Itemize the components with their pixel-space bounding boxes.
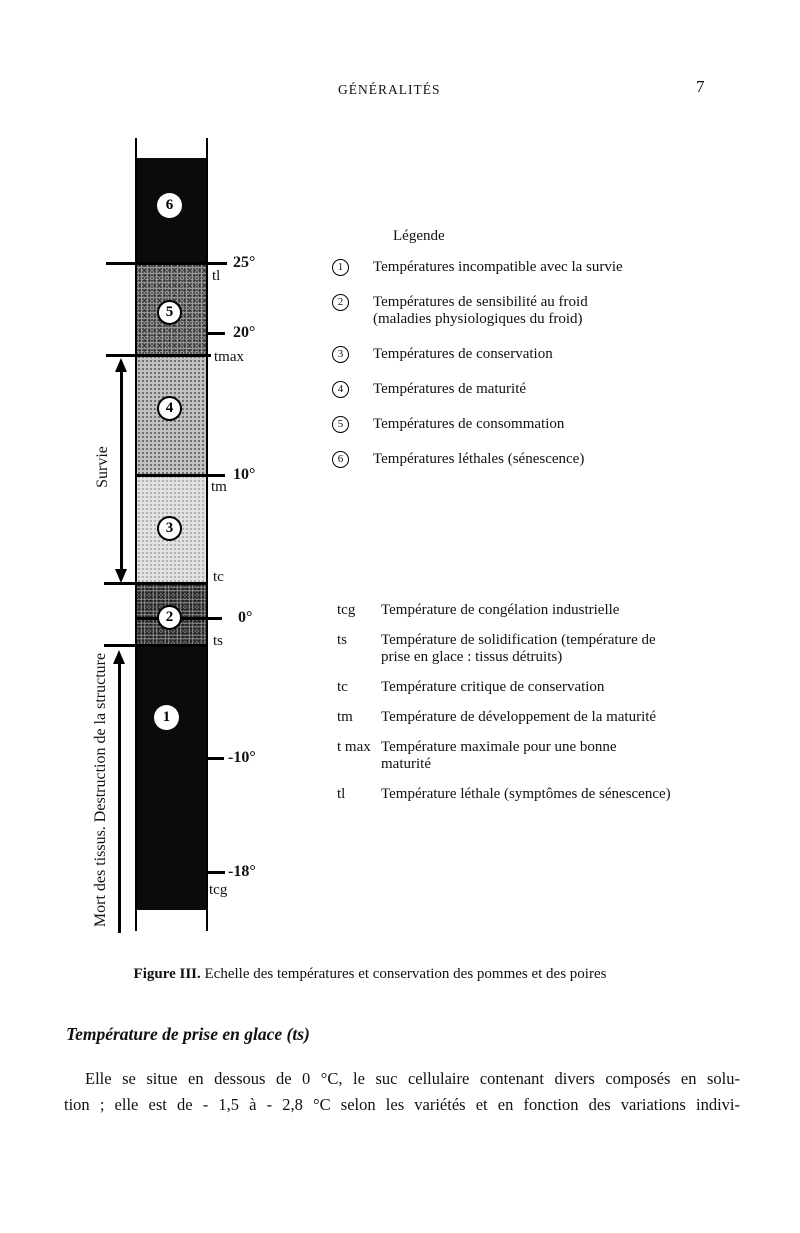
mort-arrow-shaft	[118, 663, 121, 933]
marker-label-tmax: tmax	[214, 349, 244, 365]
legend-item	[332, 416, 662, 433]
section-heading: Température de prise en glace (ts)	[66, 1024, 310, 1044]
abbreviation-line: Température de congélation industrielle	[381, 602, 620, 618]
legend-item	[332, 294, 662, 328]
body-paragraph	[64, 1066, 740, 1118]
abbreviation-text	[381, 632, 716, 666]
legend-item-text	[373, 346, 653, 363]
abbreviation-row	[337, 786, 727, 803]
legend-item-number-badge: 4	[332, 381, 349, 398]
legend-item-line: Températures de consommation	[373, 416, 565, 432]
legend-item-line: Températures de conservation	[373, 346, 553, 362]
figure-caption	[90, 966, 650, 983]
column-top-left-edge	[135, 138, 137, 159]
abbreviation-line: Température de solidification (température de	[381, 632, 656, 648]
abbreviation-key: t max	[337, 739, 371, 755]
legend-item-number-badge: 6	[332, 451, 349, 468]
abbreviation-line: Température maximale pour une bonne	[381, 739, 617, 755]
abbreviation-key: tcg	[337, 602, 356, 618]
legend-title: Légende	[393, 228, 445, 244]
temp-label-minus18: -18°	[228, 863, 256, 880]
abbreviation-row	[337, 602, 727, 619]
survie-arrowhead-down-icon	[115, 569, 127, 583]
tick-minus10	[208, 757, 224, 760]
zone-badge-2: 2	[157, 605, 182, 630]
abbreviation-row	[337, 739, 727, 773]
legend-block	[332, 228, 662, 486]
legend-items	[332, 259, 662, 468]
temp-label-0: 0°	[238, 609, 253, 626]
running-header: GÉNÉRALITÉS	[338, 82, 441, 97]
marker-label-tcg: tcg	[209, 882, 228, 898]
abbreviation-list	[337, 602, 727, 816]
mort-axis-label: Mort des tissus. Destruction de la structure	[92, 652, 109, 928]
marker-label-tc: tc	[213, 569, 224, 585]
zone-1-incompatible	[137, 645, 206, 910]
column-bottom-left-edge	[135, 910, 137, 931]
legend-item-number-badge: 5	[332, 416, 349, 433]
zone-badge-6: 6	[157, 193, 182, 218]
survie-arrow-shaft	[120, 371, 123, 569]
legend-item-text	[373, 451, 653, 468]
figure-caption-label: Figure III.	[133, 966, 201, 982]
abbreviation-key: tm	[337, 709, 353, 725]
temp-label-20: 20°	[233, 324, 256, 341]
marker-label-tl: tl	[212, 268, 221, 284]
legend-item-text	[373, 259, 653, 276]
zone-badge-4: 4	[157, 396, 182, 421]
legend-item	[332, 381, 662, 398]
legend-item-number-badge: 1	[332, 259, 349, 276]
column-bottom-right-edge	[206, 910, 208, 931]
temp-label-25: 25°	[233, 254, 256, 271]
line-tmax	[106, 354, 211, 357]
legend-item-number-badge: 3	[332, 346, 349, 363]
abbreviation-key: tl	[337, 786, 346, 802]
legend-item-text	[373, 416, 653, 433]
legend-item-line: Températures de sensibilité au froid	[373, 294, 588, 310]
temp-label-10: 10°	[233, 466, 256, 483]
tick-minus18	[208, 871, 225, 874]
legend-item-line: Températures de maturité	[373, 381, 527, 397]
abbreviation-key: tc	[337, 679, 348, 695]
line-25-tl	[106, 262, 227, 265]
abbreviation-text	[381, 679, 716, 696]
abbreviation-line: Température de développement de la maturité	[381, 709, 657, 725]
mort-arrowhead-up-icon	[113, 650, 125, 664]
legend-item-line: (maladies physiologiques du froid)	[373, 311, 583, 327]
paragraph-line: Elle se situe en dessous de 0 °C, le suc cellulaire contenant divers composés en solu-	[85, 1069, 740, 1088]
abbreviation-text	[381, 786, 716, 803]
legend-item-number-badge: 2	[332, 294, 349, 311]
legend-item	[332, 259, 662, 276]
abbreviation-line: prise en glace : tissus détruits)	[381, 649, 563, 665]
zone-badge-3: 3	[157, 516, 182, 541]
zone-badge-5: 5	[157, 300, 182, 325]
legend-item-text	[373, 381, 653, 398]
abbreviation-text	[381, 709, 716, 726]
tick-20	[208, 332, 225, 335]
survie-axis-label: Survie	[94, 446, 111, 488]
legend-item-line: Températures léthales (sénescence)	[373, 451, 585, 467]
temp-label-minus10: -10°	[228, 749, 256, 766]
abbreviation-text	[381, 739, 716, 773]
paragraph-line: tion ; elle est de - 1,5 à - 2,8 °C selon les variétés et en fonction des variations indivi-	[64, 1095, 740, 1114]
legend-item-line: Températures incompatible avec la survie	[373, 259, 623, 275]
line-10-tm	[135, 474, 225, 477]
legend-item-text	[373, 294, 653, 328]
marker-label-tm: tm	[211, 479, 227, 495]
zone-badge-1: 1	[154, 705, 179, 730]
figure-caption-text: Echelle des températures et conservation des pommes et des poires	[200, 966, 607, 982]
abbreviation-line: Température léthale (symptômes de sénescence)	[381, 786, 671, 802]
column-top-right-edge	[206, 138, 208, 159]
abbreviation-key: ts	[337, 632, 348, 648]
page-number: 7	[696, 77, 705, 96]
legend-item	[332, 346, 662, 363]
abbreviation-row	[337, 632, 727, 666]
survie-arrowhead-up-icon	[115, 358, 127, 372]
abbreviation-text	[381, 602, 716, 619]
abbreviation-line: maturité	[381, 756, 431, 772]
line-ts	[104, 644, 208, 647]
abbreviation-line: Température critique de conservation	[381, 679, 605, 695]
abbreviation-row	[337, 679, 727, 696]
legend-item	[332, 451, 662, 468]
marker-label-ts: ts	[213, 633, 224, 649]
abbreviation-row	[337, 709, 727, 726]
